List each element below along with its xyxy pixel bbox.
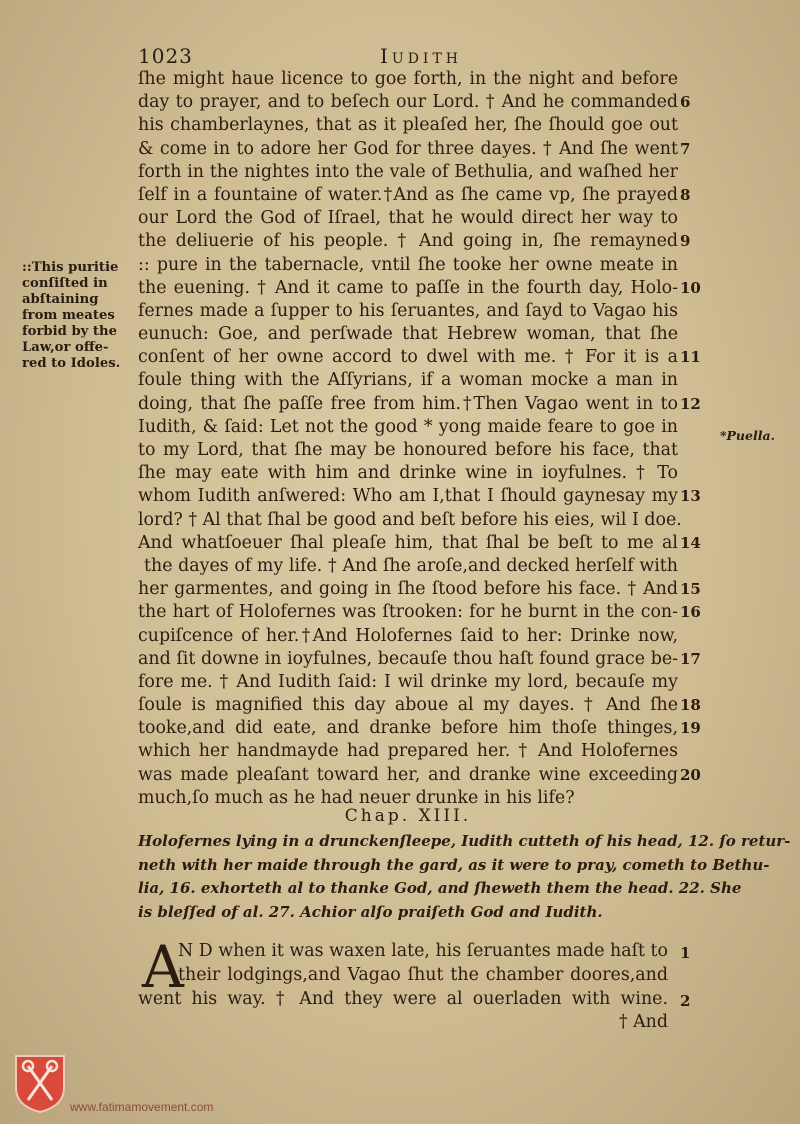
verse-number: 6: [680, 93, 691, 112]
text-line: went his way. † And they were al ouerladen with wine.: [138, 988, 668, 1009]
margin-note-line: red to Idoles.: [22, 356, 121, 371]
text-line: lord? † Al that ſhal be good and beſt before his eies, wil I doe.: [138, 509, 682, 530]
verse-number: [680, 439, 704, 462]
text-line: and ſit downe in ioyfulnes, becauſe thou haſt found grace be-: [138, 648, 678, 669]
body-text: [138, 68, 682, 810]
text-line: ſelf in a fountaine of water.†And as ſhe came vp, ſhe prayed: [138, 184, 678, 205]
summary-line: is bleſſed of al. 27. Achior alſo praiſeth God and Iudith.: [138, 902, 603, 921]
text-line: ſhe might haue licence to goe forth, in the night and before: [138, 69, 678, 89]
text-line: our Lord the God of Iſrael, that he would direct her way to: [138, 208, 678, 229]
verse-number: [680, 671, 704, 694]
verse-number: [680, 416, 704, 439]
verse-number: [680, 509, 704, 532]
text-line: the hart of Holofernes was ſtrooken: for he burnt in the con-: [138, 602, 678, 623]
verse-number: 7: [680, 139, 691, 158]
website-url[interactable]: www.fatimamovement.com: [70, 1100, 214, 1114]
verse-number: [680, 740, 704, 763]
reference-note: *Puella.: [720, 428, 775, 443]
running-title: Iudith: [380, 44, 463, 68]
margin-note-line: Law,or offe-: [22, 340, 109, 355]
verse-number: [680, 369, 704, 392]
text-line: fore me. † And Iudith ſaid: I wil drinke my lord, becauſe my: [138, 671, 678, 692]
verse-number: [680, 254, 704, 277]
verse-number: 10: [680, 278, 701, 297]
margin-note-line: conſiſted in: [22, 276, 108, 291]
chapter-body: [138, 933, 669, 1035]
text-line: day to prayer, and to beſech our Lord. † And he commanded: [138, 92, 678, 113]
verse-number: 8: [680, 185, 691, 204]
summary-line: neth with her maide through the gard, as it were to pray, cometh to Bethu-: [138, 855, 770, 874]
text-line: :: pure in the tabernacle, vntil ſhe tooke her owne meate in: [138, 254, 678, 275]
verse-number: [680, 625, 704, 648]
verse-number: [680, 114, 704, 137]
verse-number: [680, 787, 704, 810]
margin-note-line: abſtaining: [22, 292, 99, 307]
verse-number: 14: [680, 533, 701, 552]
text-line: ſhe may eate with him and drinke wine in ioyfulnes. † To: [138, 463, 678, 484]
verse-number: [680, 300, 704, 323]
text-line: much,ſo much as he had neuer drunke in his life?: [138, 787, 575, 808]
text-line: doing, that ſhe paſſe free from him.†Then Vagao went in to: [138, 393, 678, 414]
verse-number: 11: [680, 348, 701, 367]
margin-note-line: ::This puritie: [22, 260, 119, 275]
verse-number: 16: [680, 603, 701, 622]
text-line: cupiſcence of her.†And Holofernes ſaid to her: Drinke now,: [138, 625, 678, 646]
text-line: tooke,and did eate, and dranke before him thoſe thinges,: [138, 718, 678, 739]
verse-number: [680, 555, 704, 578]
summary-line: lia, 16. exhorteth al to thanke God, and ſheweth them the head. 22. She: [138, 879, 742, 897]
page-number: 1023: [138, 44, 193, 68]
verse-number: 9: [680, 232, 691, 251]
text-line: to my Lord, that ſhe may be honoured before his face, that: [138, 440, 678, 460]
drop-cap: A: [142, 933, 184, 1001]
text-line: the deliuerie of his people. † And going in, ſhe remayned: [138, 231, 678, 252]
verse-number: 15: [680, 580, 701, 599]
text-line: foule thing with the Aſſyrians, if a woman mocke a man in: [138, 370, 678, 391]
text-line: ſoule is magnified this day aboue al my dayes. † And ſhe: [138, 695, 678, 716]
verse-number: 18: [680, 696, 701, 715]
text-line: conſent of her owne accord to dwel with me. † For it is a: [138, 347, 678, 368]
text-line: & come in to adore her God for three dayes. † And ſhe went: [138, 138, 678, 159]
verse-number: 12: [680, 394, 701, 413]
verse-number: 13: [680, 487, 701, 506]
catchword: † And: [618, 1012, 668, 1033]
verse-number: 2: [680, 992, 691, 1010]
text-line: Iudith, & ſaid: Let not the good * yong maide feare to goe in: [138, 416, 678, 437]
text-line: fernes made a ſupper to his ſeruantes, and ſayd to Vagao his: [138, 300, 678, 321]
verse-number: 19: [680, 719, 701, 738]
verse-number-column: [680, 68, 704, 810]
chapter-heading: Chap. XIII.: [344, 806, 472, 826]
text-line: forth in the nightes into the vale of Bethulia, and waſhed her: [138, 161, 678, 182]
verse-number: [680, 68, 704, 91]
text-line: the dayes of my life. † And ſhe aroſe,and decked herſelf with: [144, 555, 678, 576]
text-line: his chamberlaynes, that as it pleaſed her, ſhe ſhould goe out: [138, 115, 678, 136]
text-line: eunuch: Goe, and perſwade that Hebrew woman, that ſhe: [138, 324, 678, 345]
verse-number: 1: [680, 944, 691, 962]
text-line: was made pleaſant toward her, and dranke wine exceeding: [138, 764, 678, 785]
verse-number: [680, 207, 704, 230]
margin-note: [22, 260, 142, 372]
text-line: And whatſoeuer ſhal pleaſe him, that ſhal be beſt to me al: [138, 532, 678, 553]
papal-keys-crest-icon: [12, 1052, 68, 1114]
text-line: which her handmayde had prepared her. † And Holofernes: [138, 741, 678, 762]
text-line: the euening. † And it came to paſſe in the fourth day, Holo-: [138, 277, 678, 298]
verse-number: [680, 462, 704, 485]
verse-number: [680, 161, 704, 184]
text-line: N D when it was waxen late, his ſeruantes made haſt to: [178, 941, 669, 961]
verse-number: 17: [680, 649, 701, 668]
verse-number: [680, 323, 704, 346]
text-line: their lodgings,and Vagao ſhut the chamber doores,and: [178, 964, 668, 985]
summary-line: Holofernes lying in a drunckenſleepe, Iudith cutteth of his head, 12. ſo retur-: [138, 832, 791, 850]
text-line: whom Iudith anſwered: Who am I,that I ſhould gaynesay my: [138, 486, 678, 507]
margin-note-line: forbid by the: [22, 324, 118, 339]
chapter-summary: [138, 830, 791, 924]
margin-note-line: from meates: [22, 308, 115, 323]
verse-number: 20: [680, 765, 701, 784]
text-line: her garmentes, and going in ſhe ſtood before his face. † And: [138, 579, 678, 600]
